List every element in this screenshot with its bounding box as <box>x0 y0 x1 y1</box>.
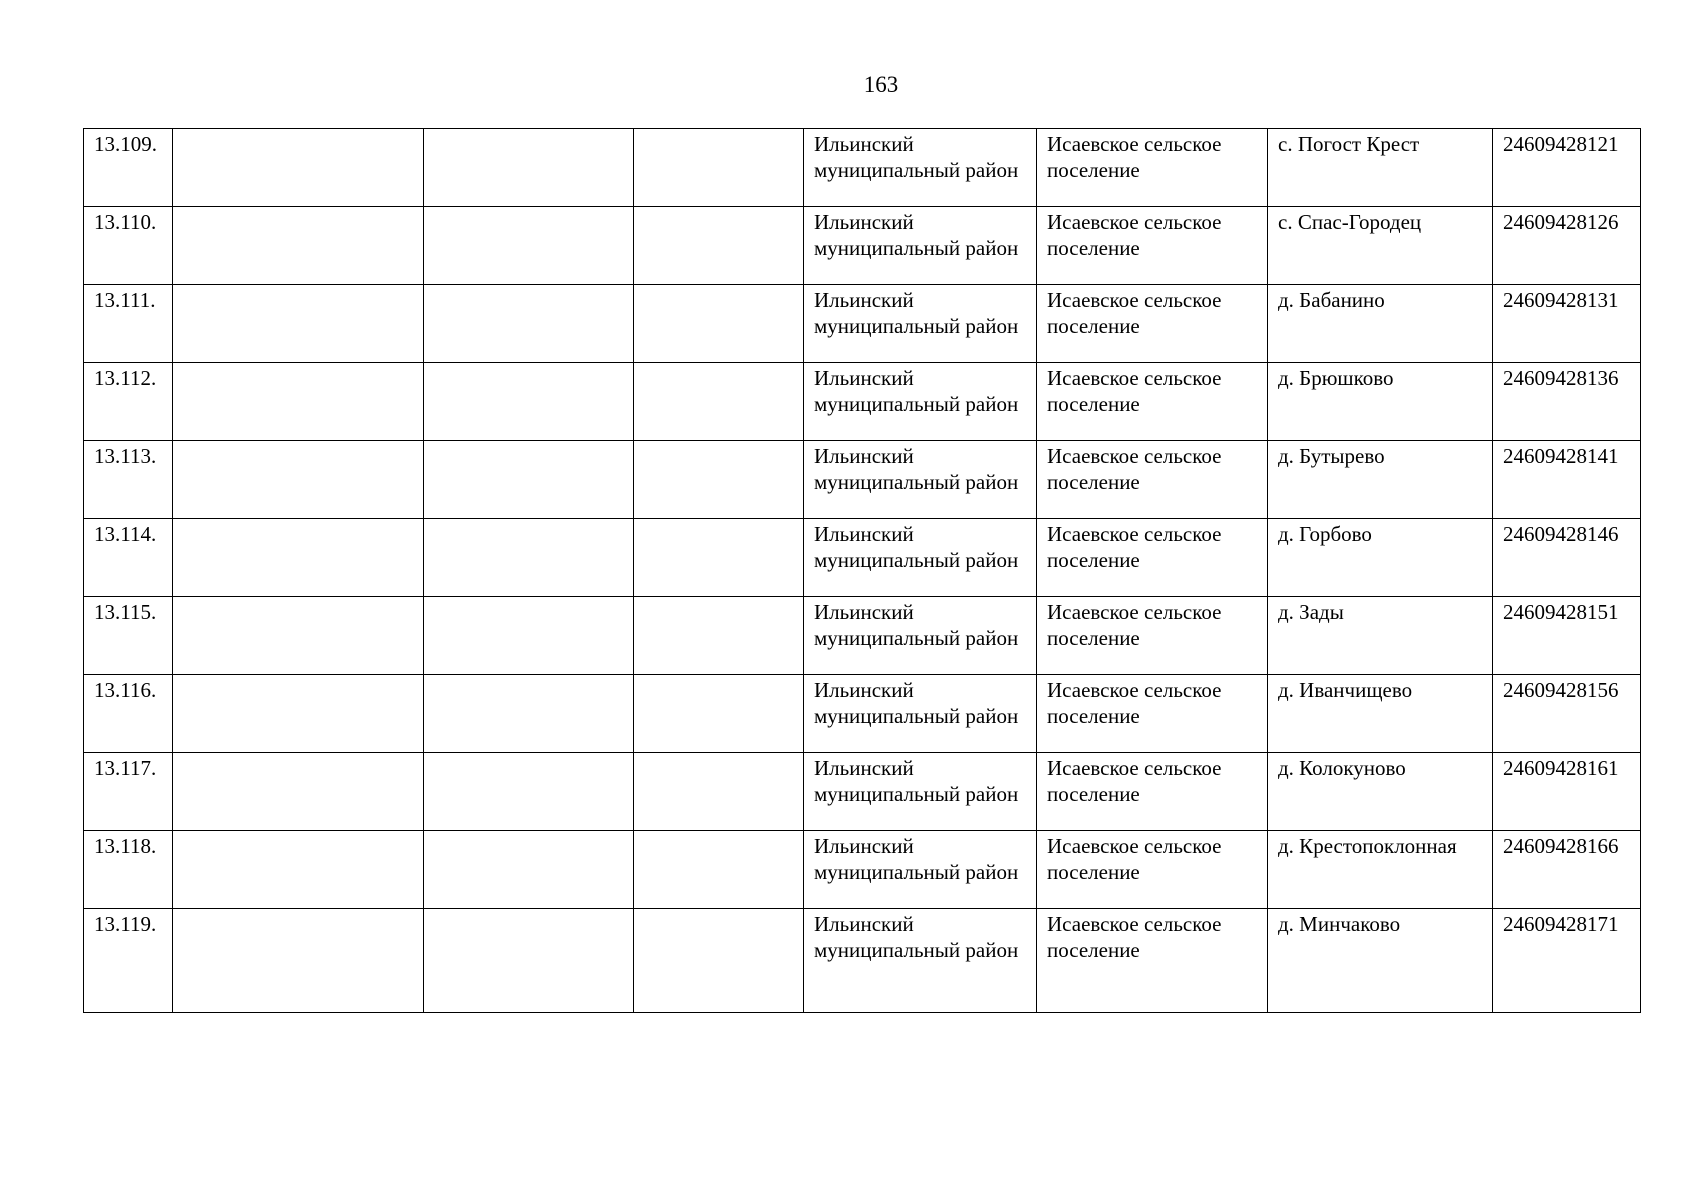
empty-cell <box>634 675 804 753</box>
settlement-cell: Исаевское сельское поселение <box>1037 441 1268 519</box>
empty-cell <box>173 597 424 675</box>
table-row <box>84 753 1641 831</box>
oktmo-code-cell: 24609428171 <box>1493 909 1641 1013</box>
empty-cell <box>424 363 634 441</box>
empty-cell <box>424 597 634 675</box>
row-number-cell: 13.110. <box>84 207 173 285</box>
locality-cell: д. Крестопоклонная <box>1268 831 1493 909</box>
locality-cell: д. Бабанино <box>1268 285 1493 363</box>
row-number-cell: 13.109. <box>84 129 173 207</box>
table-row <box>84 207 1641 285</box>
locality-cell: д. Минчаково <box>1268 909 1493 1013</box>
empty-cell <box>634 441 804 519</box>
empty-cell <box>634 753 804 831</box>
empty-cell <box>173 285 424 363</box>
locality-cell: д. Бутырево <box>1268 441 1493 519</box>
district-cell: Ильинский муниципальный район <box>804 363 1037 441</box>
district-cell: Ильинский муниципальный район <box>804 519 1037 597</box>
settlement-cell: Исаевское сельское поселение <box>1037 675 1268 753</box>
row-number-cell: 13.119. <box>84 909 173 1013</box>
table-row <box>84 831 1641 909</box>
table-row <box>84 285 1641 363</box>
empty-cell <box>634 519 804 597</box>
table-row <box>84 129 1641 207</box>
district-cell: Ильинский муниципальный район <box>804 831 1037 909</box>
table-row <box>84 441 1641 519</box>
row-number-cell: 13.118. <box>84 831 173 909</box>
locality-cell: д. Колокуново <box>1268 753 1493 831</box>
empty-cell <box>424 285 634 363</box>
table-row <box>84 519 1641 597</box>
oktmo-code-cell: 24609428131 <box>1493 285 1641 363</box>
page-number: 163 <box>863 72 899 97</box>
oktmo-code-cell: 24609428156 <box>1493 675 1641 753</box>
empty-cell <box>173 675 424 753</box>
empty-cell <box>173 831 424 909</box>
locality-cell: с. Спас-Городец <box>1268 207 1493 285</box>
empty-cell <box>634 363 804 441</box>
row-number-cell: 13.111. <box>84 285 173 363</box>
locality-cell: д. Брюшково <box>1268 363 1493 441</box>
row-number-cell: 13.116. <box>84 675 173 753</box>
settlement-cell: Исаевское сельское поселение <box>1037 129 1268 207</box>
row-number-cell: 13.115. <box>84 597 173 675</box>
empty-cell <box>424 441 634 519</box>
empty-cell <box>173 129 424 207</box>
locality-cell: д. Горбово <box>1268 519 1493 597</box>
locality-cell: с. Погост Крест <box>1268 129 1493 207</box>
empty-cell <box>634 129 804 207</box>
table-row <box>84 597 1641 675</box>
row-number-cell: 13.113. <box>84 441 173 519</box>
empty-cell <box>634 285 804 363</box>
registry-table <box>83 128 1641 1013</box>
row-number-cell: 13.117. <box>84 753 173 831</box>
empty-cell <box>424 207 634 285</box>
empty-cell <box>424 753 634 831</box>
empty-cell <box>634 831 804 909</box>
row-number-cell: 13.112. <box>84 363 173 441</box>
district-cell: Ильинский муниципальный район <box>804 909 1037 1013</box>
settlement-cell: Исаевское сельское поселение <box>1037 207 1268 285</box>
oktmo-code-cell: 24609428161 <box>1493 753 1641 831</box>
locality-cell: д. Зады <box>1268 597 1493 675</box>
table-row <box>84 909 1641 1013</box>
row-number-cell: 13.114. <box>84 519 173 597</box>
locality-cell: д. Иванчищево <box>1268 675 1493 753</box>
empty-cell <box>424 831 634 909</box>
district-cell: Ильинский муниципальный район <box>804 441 1037 519</box>
empty-cell <box>634 909 804 1013</box>
settlement-cell: Исаевское сельское поселение <box>1037 753 1268 831</box>
oktmo-code-cell: 24609428126 <box>1493 207 1641 285</box>
oktmo-code-cell: 24609428151 <box>1493 597 1641 675</box>
empty-cell <box>634 207 804 285</box>
empty-cell <box>173 363 424 441</box>
empty-cell <box>173 207 424 285</box>
district-cell: Ильинский муниципальный район <box>804 207 1037 285</box>
oktmo-code-cell: 24609428166 <box>1493 831 1641 909</box>
settlement-cell: Исаевское сельское поселение <box>1037 831 1268 909</box>
empty-cell <box>424 519 634 597</box>
district-cell: Ильинский муниципальный район <box>804 753 1037 831</box>
table-row <box>84 675 1641 753</box>
oktmo-code-cell: 24609428121 <box>1493 129 1641 207</box>
empty-cell <box>173 519 424 597</box>
empty-cell <box>173 909 424 1013</box>
empty-cell <box>424 909 634 1013</box>
district-cell: Ильинский муниципальный район <box>804 285 1037 363</box>
settlement-cell: Исаевское сельское поселение <box>1037 363 1268 441</box>
settlement-cell: Исаевское сельское поселение <box>1037 285 1268 363</box>
empty-cell <box>424 675 634 753</box>
oktmo-code-cell: 24609428141 <box>1493 441 1641 519</box>
district-cell: Ильинский муниципальный район <box>804 675 1037 753</box>
empty-cell <box>173 753 424 831</box>
settlement-cell: Исаевское сельское поселение <box>1037 597 1268 675</box>
empty-cell <box>173 441 424 519</box>
oktmo-code-cell: 24609428146 <box>1493 519 1641 597</box>
district-cell: Ильинский муниципальный район <box>804 129 1037 207</box>
district-cell: Ильинский муниципальный район <box>804 597 1037 675</box>
table-row <box>84 363 1641 441</box>
empty-cell <box>634 597 804 675</box>
empty-cell <box>424 129 634 207</box>
oktmo-code-cell: 24609428136 <box>1493 363 1641 441</box>
settlement-cell: Исаевское сельское поселение <box>1037 909 1268 1013</box>
settlement-cell: Исаевское сельское поселение <box>1037 519 1268 597</box>
